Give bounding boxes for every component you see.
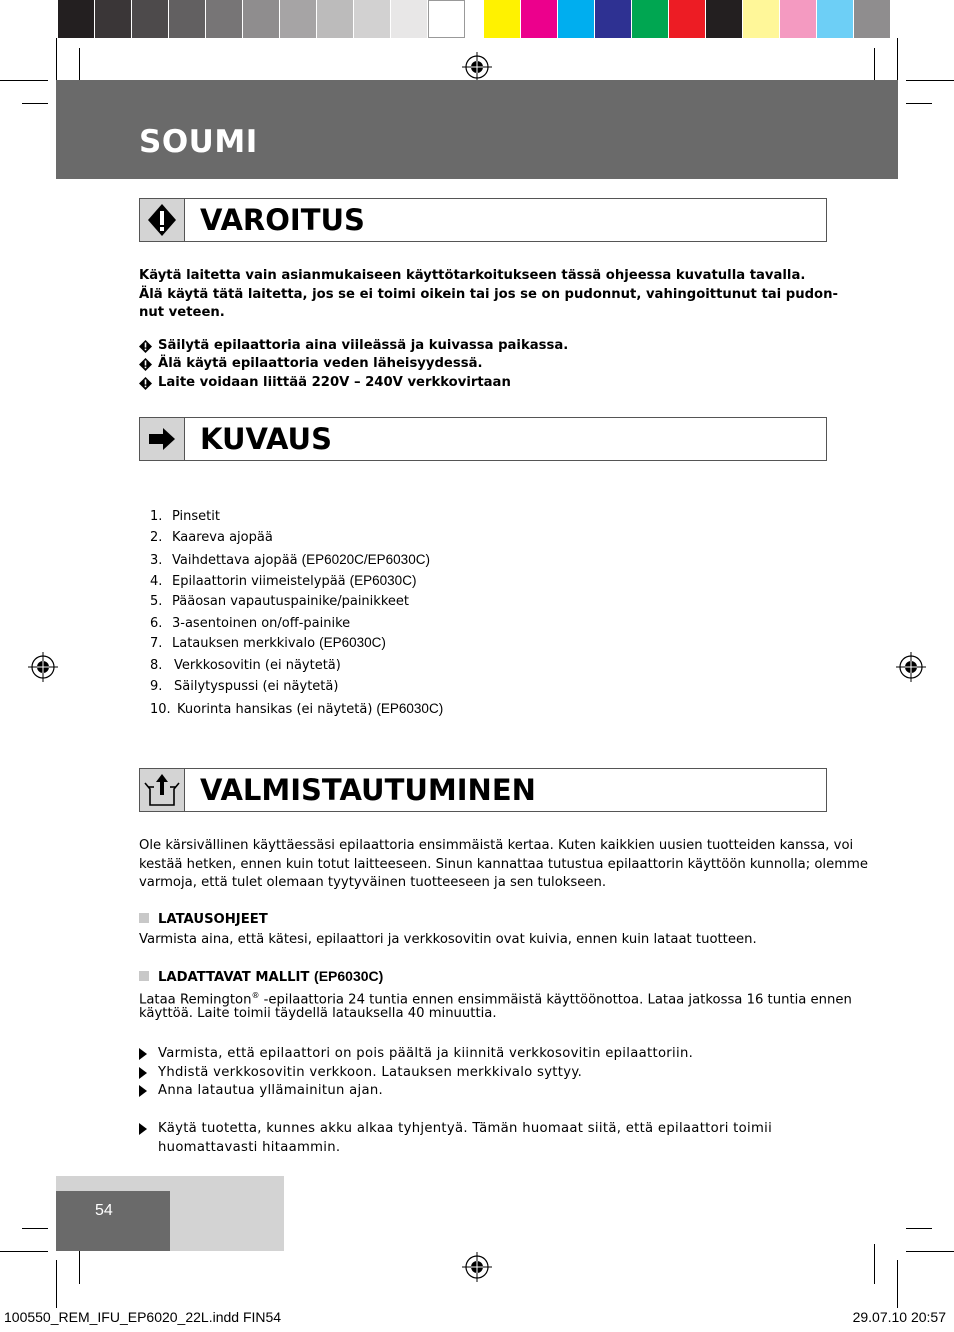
page-tab-decoration	[170, 1176, 284, 1251]
list-item: 8. Verkkosovitin (ei näytetä)	[150, 658, 341, 673]
page-number-box	[56, 1191, 170, 1251]
page-tab-decoration	[56, 1176, 170, 1191]
gray-color-bar	[58, 0, 465, 38]
preparation-intro-line: varmoja, että tulet olemaan tyytyväinen tuotteeseen ja sen tulokseen.	[139, 875, 607, 890]
rechargeable-text: Lataa Remington® -epilaattoria 24 tuntia ennen ensimmäistä käyttöönottoa. Lataa jatkossa 16 tuntia ennen	[139, 991, 852, 1008]
exclamation-triangle-icon	[140, 199, 185, 241]
square-bullet-icon	[139, 971, 149, 981]
warning-diamond-icon	[139, 358, 152, 371]
list-item: 7. Latauksen merkkivalo (EP6030C)	[150, 635, 386, 651]
crop-mark	[56, 38, 57, 80]
registration-mark-icon	[462, 52, 492, 82]
registration-mark-icon	[896, 652, 926, 682]
description-heading-box	[139, 417, 827, 461]
color-swatch	[58, 0, 95, 38]
preparation-intro-line: kestää hetken, ennen kuin totut laitteeseen. Sinun kannattaa tutustua epilaattorin käyttöön kunnolla; olemme	[139, 857, 869, 872]
list-item: 5. Pääosan vapautuspainike/painikkeet	[150, 594, 409, 609]
warning-item-text: Säilytä epilaattoria aina viileässä ja kuivassa paikassa.	[158, 338, 569, 353]
step-item: Käytä tuotetta, kunnes akku alkaa tyhjentyä. Tämän huomaat siitä, että epilaattori toimii huomattavasti hitaammin.	[139, 1119, 772, 1157]
list-item: 3. Vaihdettava ajopää (EP6020C/EP6030C)	[150, 552, 430, 568]
charging-text: Varmista aina, että kätesi, epilaattori ja verkkosovitin ovat kuivia, ennen kuin lataat tuotteen.	[139, 932, 757, 947]
color-swatch	[780, 0, 817, 38]
crop-mark	[897, 1260, 898, 1308]
color-swatch	[706, 0, 743, 38]
warning-diamond-icon	[139, 340, 152, 353]
warning-item	[139, 337, 568, 355]
color-swatch	[632, 0, 669, 38]
color-swatch	[391, 0, 428, 38]
color-swatch	[280, 0, 317, 38]
crop-mark	[906, 1228, 932, 1229]
crop-mark	[897, 38, 898, 80]
crop-mark	[874, 1244, 875, 1284]
color-swatch	[484, 0, 521, 38]
triangle-bullet-icon	[139, 1048, 147, 1060]
color-swatch	[854, 0, 891, 38]
list-item: 2. Kaareva ajopää	[150, 530, 273, 545]
color-swatch	[558, 0, 595, 38]
page-title: SOUMI	[139, 124, 258, 160]
crop-mark	[0, 1251, 48, 1252]
warning-item-text: Laite voidaan liittää 220V – 240V verkkovirtaan	[158, 375, 511, 390]
warning-item-text: Älä käytä epilaattoria veden läheisyydessä.	[158, 356, 483, 371]
box-upload-icon	[140, 769, 185, 811]
charging-heading: LATAUSOHJEET	[139, 911, 268, 930]
step-item: Varmista, että epilaattori on pois päältä ja kiinnitä verkkosovitin epilaattoriin.	[139, 1044, 693, 1063]
triangle-bullet-icon	[139, 1123, 147, 1135]
page-number: 54	[95, 1202, 113, 1219]
registration-mark-icon	[28, 652, 58, 682]
step-item: Yhdistä verkkosovitin verkkoon. Latauksen merkkivalo syttyy.	[139, 1063, 582, 1082]
warning-intro-line: Älä käytä tätä laitetta, jos se ei toimi oikein tai jos se on pudonnut, vahingoittunut tai pudon-	[139, 287, 838, 302]
triangle-bullet-icon	[139, 1067, 147, 1079]
color-swatch	[428, 0, 465, 38]
color-swatch	[169, 0, 206, 38]
list-item: 9. Säilytyspussi (ei näytetä)	[150, 679, 339, 694]
file-slug: 100550_REM_IFU_EP6020_22L.indd FIN54	[4, 1309, 282, 1325]
right-arrow-icon	[140, 418, 185, 460]
process-color-bar	[484, 0, 891, 38]
step-item: Anna latautua yllämainitun ajan.	[139, 1081, 383, 1100]
warning-item	[139, 374, 511, 392]
color-swatch	[817, 0, 854, 38]
warning-intro-line: nut veteen.	[139, 305, 225, 320]
crop-mark	[22, 103, 48, 104]
crop-mark	[22, 1228, 48, 1229]
warning-intro-line: Käytä laitetta vain asianmukaiseen käyttötarkoitukseen tässä ohjeessa kuvatulla tavalla.	[139, 268, 806, 283]
color-swatch	[669, 0, 706, 38]
preparation-intro-line: Ole kärsivällinen käyttäessäsi epilaattoria ensimmäistä kertaa. Kuten kaikkien uusien tuotteiden kanssa, voi	[139, 838, 854, 853]
rechargeable-heading: LADATTAVAT MALLIT (EP6030C)	[139, 967, 383, 988]
warning-item	[139, 355, 482, 373]
crop-mark	[906, 1251, 954, 1252]
description-title: KUVAUS	[200, 422, 332, 456]
warning-title: VAROITUS	[200, 203, 365, 237]
crop-mark	[906, 80, 954, 81]
color-swatch	[743, 0, 780, 38]
color-swatch	[354, 0, 391, 38]
preparation-heading-box	[139, 768, 827, 812]
crop-mark	[906, 103, 932, 104]
color-swatch	[132, 0, 169, 38]
color-swatch	[95, 0, 132, 38]
color-swatch	[595, 0, 632, 38]
list-item: 10. Kuorinta hansikas (ei näytetä) (EP6030C)	[150, 701, 444, 717]
crop-mark	[56, 1260, 57, 1308]
color-swatch	[521, 0, 558, 38]
date-slug: 29.07.10 20:57	[852, 1309, 946, 1325]
list-item: 6. 3-asentoinen on/off-painike	[150, 616, 351, 631]
color-swatch	[317, 0, 354, 38]
registration-mark-icon	[462, 1252, 492, 1282]
list-item: 4. Epilaattorin viimeistelypää (EP6030C)	[150, 573, 417, 589]
preparation-title: VALMISTAUTUMINEN	[200, 773, 536, 807]
warning-diamond-icon	[139, 377, 152, 390]
color-swatch	[206, 0, 243, 38]
crop-mark	[0, 80, 48, 81]
triangle-bullet-icon	[139, 1085, 147, 1097]
color-swatch	[243, 0, 280, 38]
warning-heading-box	[139, 198, 827, 242]
square-bullet-icon	[139, 913, 149, 923]
list-item: 1. Pinsetit	[150, 509, 220, 524]
rechargeable-text: käyttöä. Laite toimii täydellä latauksella 40 minuuttia.	[139, 1006, 497, 1021]
